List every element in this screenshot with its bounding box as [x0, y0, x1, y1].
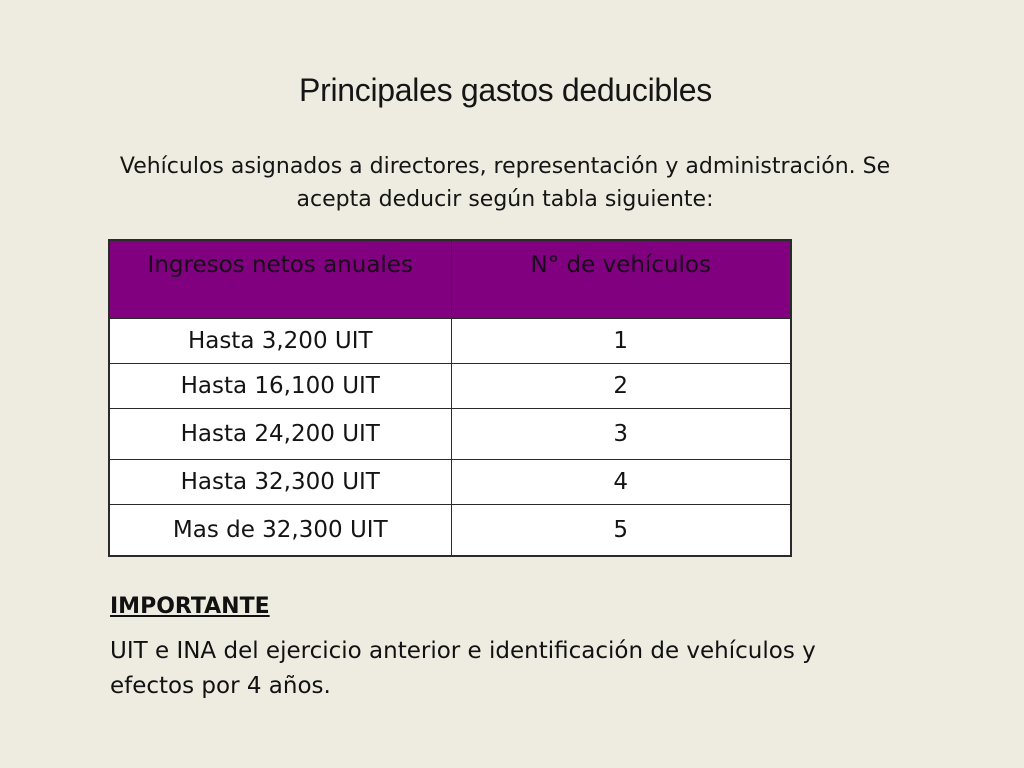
cell-income: Hasta 24,200 UIT [109, 408, 451, 459]
cell-income: Hasta 32,300 UIT [109, 459, 451, 504]
important-heading: IMPORTANTE [110, 594, 270, 619]
deduction-table [108, 239, 792, 557]
cell-vehicles: 2 [451, 363, 791, 408]
cell-vehicles: 1 [451, 318, 791, 363]
table-row [109, 459, 791, 504]
header-vehicles: N° de vehículos [451, 240, 791, 318]
header-income: Ingresos netos anuales [109, 240, 451, 318]
table-row [109, 408, 791, 459]
table-row [109, 504, 791, 556]
table-row [109, 318, 791, 363]
cell-income: Mas de 32,300 UIT [109, 504, 451, 556]
important-note: UIT e INA del ejercicio anterior e identificación de vehículos y efectos por 4 años. [110, 638, 816, 699]
cell-income: Hasta 3,200 UIT [109, 318, 451, 363]
cell-vehicles: 5 [451, 504, 791, 556]
cell-vehicles: 3 [451, 408, 791, 459]
slide-title: Principales gastos deducibles [299, 72, 712, 108]
cell-vehicles: 4 [451, 459, 791, 504]
cell-income: Hasta 16,100 UIT [109, 363, 451, 408]
table-row [109, 363, 791, 408]
table-header-row [109, 240, 791, 318]
slide-subtitle: Vehículos asignados a directores, representación y administración. Se acepta deducir según tabla siguiente: [119, 154, 891, 212]
